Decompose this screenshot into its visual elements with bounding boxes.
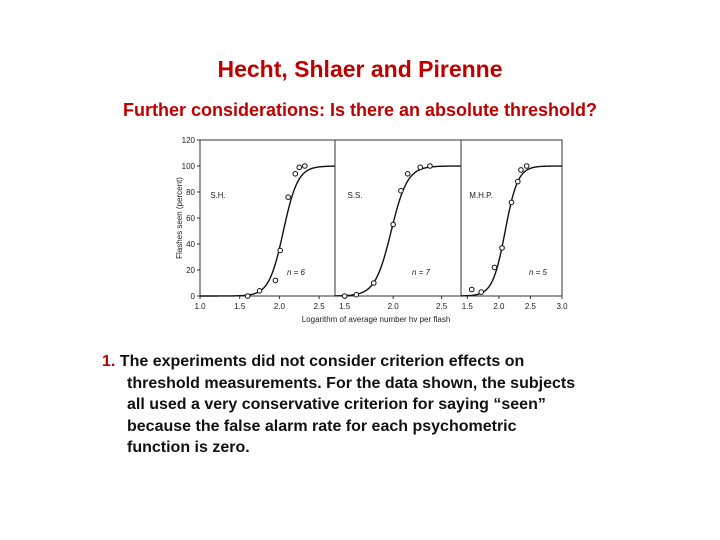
y-axis-label: Flashes seen (percent) xyxy=(175,177,184,259)
psychometric-figure xyxy=(160,130,580,330)
n-label: n = 5 xyxy=(528,268,548,277)
slide-title: Hecht, Shlaer and Pirenne xyxy=(217,56,503,82)
data-point xyxy=(519,168,524,173)
x-tick-label: 2.0 xyxy=(493,302,505,311)
point-line-2: threshold measurements. For the data shown, the subjects xyxy=(127,374,576,392)
data-point xyxy=(405,172,410,177)
x-tick-label: 1.5 xyxy=(339,302,351,311)
data-point xyxy=(354,292,359,297)
x-tick-label: 2.5 xyxy=(524,302,536,311)
data-point xyxy=(524,164,529,169)
x-tick-label: 1.5 xyxy=(461,302,473,311)
x-axis-label: Logarithm of average number hv per flash xyxy=(301,315,451,324)
y-tick-label: 0 xyxy=(190,292,195,301)
data-point xyxy=(278,248,283,253)
panel-frame xyxy=(335,140,461,296)
data-point xyxy=(273,278,278,283)
point-1 xyxy=(102,351,662,459)
data-point xyxy=(391,222,396,227)
y-tick-label: 80 xyxy=(186,188,195,197)
data-point xyxy=(286,195,291,200)
x-tick-label: 2.5 xyxy=(313,302,325,311)
panel-label: S.H. xyxy=(210,191,226,200)
y-tick-label: 20 xyxy=(186,266,195,275)
data-point xyxy=(479,290,484,295)
x-tick-label: 2.0 xyxy=(273,302,285,311)
data-point xyxy=(492,265,497,270)
point-line-1: The experiments did not consider criterion effects on xyxy=(119,353,525,370)
data-point xyxy=(500,246,505,251)
data-point xyxy=(399,188,404,193)
y-tick-label: 40 xyxy=(186,240,195,249)
data-point xyxy=(293,172,298,177)
slide-subtitle: Further considerations: Is there an absolute threshold? xyxy=(122,100,598,120)
y-tick-label: 60 xyxy=(186,214,195,223)
n-label: n = 7 xyxy=(411,268,431,277)
psychometric-curve xyxy=(335,166,461,296)
y-tick-label: 100 xyxy=(181,162,195,171)
x-tick-label: 1.0 xyxy=(194,302,206,311)
psychometric-curve xyxy=(200,166,335,296)
point-number: 1. xyxy=(102,353,116,370)
data-point xyxy=(245,294,250,299)
data-point xyxy=(509,200,514,205)
n-label: n = 6 xyxy=(286,268,306,277)
data-point xyxy=(428,164,433,169)
data-point xyxy=(371,281,376,286)
point-line-5: function is zero. xyxy=(127,439,250,456)
data-point xyxy=(342,294,347,299)
x-tick-label: 3.0 xyxy=(556,302,568,311)
x-tick-label: 1.5 xyxy=(234,302,246,311)
data-point xyxy=(469,287,474,292)
data-point xyxy=(257,289,262,294)
y-tick-label: 120 xyxy=(181,136,195,145)
data-point xyxy=(516,179,521,184)
point-line-3: all used a very conservative criterion for saying “seen” xyxy=(127,396,546,413)
x-tick-label: 2.0 xyxy=(387,302,399,311)
panel-label: S.S. xyxy=(347,191,363,200)
point-line-4: because the false alarm rate for each psychometric xyxy=(127,417,517,435)
data-point xyxy=(418,165,423,170)
data-point xyxy=(297,165,302,170)
x-tick-label: 2.5 xyxy=(436,302,448,311)
panel-label: M.H.P. xyxy=(469,191,493,200)
data-point xyxy=(303,164,308,169)
panel-frame xyxy=(200,140,335,296)
